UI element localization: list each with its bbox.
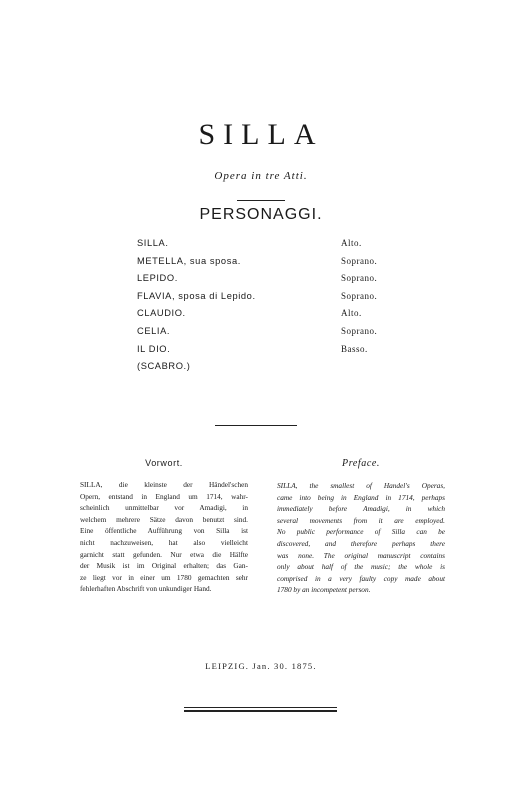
divider-middle	[215, 425, 297, 426]
cast-row	[137, 291, 397, 309]
cast-row	[137, 308, 397, 326]
opera-subtitle: Opera in tre Atti.	[214, 170, 308, 182]
cast-role: (SCABRO.)	[137, 361, 191, 372]
vorwort-line: fehlerhaften Abschrift von unkundiger Hand.	[80, 584, 212, 594]
vorwort-text	[80, 479, 248, 595]
preface-line: 1780 by an incompetent person.	[277, 585, 371, 595]
vorwort-heading: Vorwort.	[145, 458, 183, 468]
cast-row	[137, 326, 397, 344]
vorwort-line: welchem mehrere Sätze davon benutzt sind.	[80, 514, 248, 524]
vorwort-line: scheinlich unmittelbar vor Amadigi, in	[80, 503, 248, 513]
cast-row	[137, 344, 397, 362]
opera-title: SILLA	[198, 118, 324, 151]
cast-row	[137, 238, 397, 256]
cast-voice: Soprano.	[341, 273, 378, 284]
vorwort-line: der Musik ist im Original erhalten; das Gan-	[80, 561, 248, 571]
vorwort-line: ze liegt vor in einer um 1780 gemachten sehr	[80, 572, 248, 582]
cast-voice: Alto.	[341, 308, 362, 319]
vorwort-column	[80, 458, 248, 595]
preface-line: was none. The original manuscript contains	[277, 550, 445, 560]
preface-line: SILLA, the smallest of Handel's Operas,	[277, 481, 445, 490]
cast-list	[137, 238, 397, 379]
cast-role: CELIA.	[137, 325, 171, 336]
preface-line: several movements from it are employed.	[277, 515, 445, 525]
preface-text	[277, 480, 445, 596]
preface-line: immediately before Amadigi, in which	[277, 504, 445, 514]
vorwort-line: Eine öffentliche Aufführung von Silla ist	[80, 526, 248, 536]
preface-line: discovered, and therefore perhaps there	[277, 538, 445, 548]
vorwort-line: garnicht statt gefunden. Nur etwa die Hälfte	[80, 549, 248, 559]
vorwort-line: nicht nachzuweisen, hat also vielleicht	[80, 537, 248, 547]
divider-bottom-thin	[184, 707, 337, 708]
preface-line: came into being in England in 1714, perhaps	[277, 492, 445, 502]
cast-row	[137, 361, 397, 379]
cast-role: LEPIDO.	[137, 273, 178, 284]
cast-role: CLAUDIO.	[137, 308, 186, 319]
cast-voice: Soprano.	[341, 325, 378, 336]
cast-role: SILLA.	[137, 238, 169, 248]
cast-voice: Soprano.	[341, 290, 378, 301]
preface-line: only about half of the music; the whole is	[277, 562, 445, 572]
cast-row	[137, 256, 397, 274]
preface-line: comprised in a very faulty copy made about	[277, 573, 445, 583]
cast-role: METELLA, sua sposa.	[137, 255, 241, 266]
imprint: LEIPZIG. Jan. 30. 1875.	[205, 661, 317, 671]
vorwort-line: SILLA, die kleinste der Händel'schen	[80, 480, 248, 489]
preface-heading: Preface.	[341, 458, 381, 469]
cast-voice: Soprano.	[341, 255, 378, 266]
cast-row	[137, 273, 397, 291]
preface-column	[277, 458, 445, 596]
cast-role: FLAVIA, sposa di Lepido.	[137, 290, 256, 301]
cast-heading: PERSONAGGI.	[199, 206, 323, 223]
cast-voice: Alto.	[341, 238, 362, 248]
cast-voice: Basso.	[341, 343, 368, 354]
vorwort-line: Opern, entstand in England um 1714, wahr-	[80, 491, 248, 501]
cast-role: IL DIO.	[137, 343, 171, 354]
divider-bottom-thick	[184, 710, 337, 712]
preface-line: No public performance of Silla can be	[277, 527, 445, 537]
divider-short	[237, 200, 285, 201]
